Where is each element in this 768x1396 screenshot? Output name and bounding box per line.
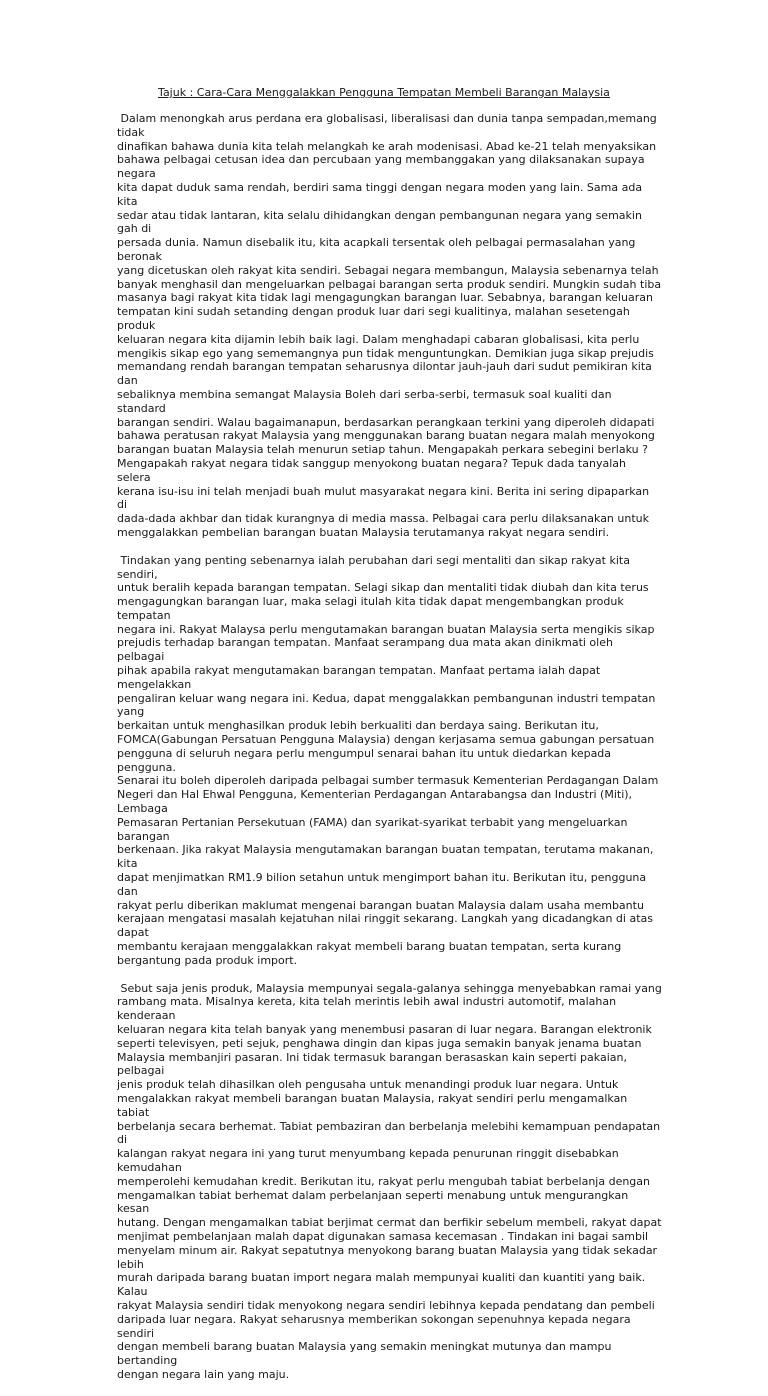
- document-title: Tajuk : Cara-Cara Menggalakkan Pengguna Tempatan Membeli Barangan Malaysia: [158, 86, 610, 99]
- paragraph-3: Sebut saja jenis produk, Malaysia mempunyai segala-galanya sehingga menyebabkan ramai yang rambang mata. Misalnya kereta, kita telah merintis lebih awal industri automotif, malahan kenderaan keluaran negara kita telah banyak yang menembusi pasaran di luar negara. Barangan elektronik seperti televisyen, peti sejuk, penghawa dingin dan kipas juga semakin banyak jenama buatan Malaysia membanjiri pasaran. Ini tidak termasuk barangan berasaskan kain seperti pakaian, pelbagai jenis produk telah dihasilkan oleh pengusaha untuk menandingi produk luar negara. Untuk mengalakkan rakyat membeli barangan buatan Malaysia, rakyat sendiri perlu mengamalkan tabiat berbelanja secara berhemat. Tabiat pembaziran dan berbelanja melebihi kemampuan pendapatan di kalangan rakyat negara ini yang turut menyumbang kepada penurunan ringgit disebabkan kemudahan memperolehi kemudahan kredit. Berikutan itu, rakyat perlu mengubah tabiat berbelanja dengan mengamalkan tabiat berhemat dalam perbelanjaan seperti menabung untuk mengurangkan kesan hutang. Dengan mengamalkan tabiat berjimat cermat dan berfikir sebelum membeli, rakyat dapat menjimat pembelanjaan malah dapat digunakan samasa kecemasan . Tindakan ini bagai sambil menyelam minum air. Rakyat sepatutnya menyokong barang buatan Malaysia yang tidak sekadar lebih murah daripada barang buatan import negara malah mempunyai kualiti dan kuantiti yang baik. Kalau rakyat Malaysia sendiri tidak menyokong negara sendiri lebihnya kepada pendatang dan pembeli daripada luar negara. Rakyat seharusnya memberikan sokongan sepenuhnya kepada negara sendiri dengan membeli barang buatan Malaysia yang semakin meningkat mutunya dan mampu bertanding dengan negara lain yang maju.: [117, 981, 662, 1381]
- document-body: [117, 112, 662, 1396]
- paragraph-2: Tindakan yang penting sebenarnya ialah perubahan dari segi mentaliti dan sikap rakyat kita sendiri, untuk beralih kepada barangan tempatan. Selagi sikap dan mentaliti tidak diubah dan kita terus mengagungkan barangan luar, maka selagi itulah kita tidak dapat mengembangkan produk tempatan negara ini. Rakyat Malaysa perlu mengutamakan barangan buatan Malaysia serta mengikis sikap prejudis terhadap barangan tempatan. Manfaat serampang dua mata akan dinikmati oleh pelbagai pihak apabila rakyat mengutamakan barangan tempatan. Manfaat pertama ialah dapat mengelakkan pengaliran keluar wang negara ini. Kedua, dapat menggalakkan pembangunan industri tempatan yang berkaitan untuk menghasilkan produk lebih berkualiti dan berdaya saing. Berikutan itu, FOMCA(Gabungan Persatuan Pengguna Malaysia) dengan kerjasama semua gabungan persatuan pengguna di seluruh negara perlu mengumpul senarai bahan itu untuk diedarkan kepada pengguna. Senarai itu boleh diperoleh daripada pelbagai sumber termasuk Kementerian Perdagangan Dalam Negeri dan Hal Ehwal Pengguna, Kementerian Perdagangan Antarabangsa dan Industri (Miti), Lembaga Pemasaran Pertanian Persekutuan (FAMA) dan syarikat-syarikat terbabit yang mengeluarkan barangan berkenaan. Jika rakyat Malaysia mengutamakan barangan buatan tempatan, terutama makanan, kita dapat menjimatkan RM1.9 bilion setahun untuk mengimport bahan itu. Berikutan itu, pengguna dan rakyat perlu diberikan maklumat mengenai barangan buatan Malaysia dalam usaha membantu kerajaan mengatasi masalah kejatuhan nilai ringgit sekarang. Langkah yang dicadangkan di atas dapat membantu kerajaan menggalakkan rakyat membeli barang buatan tempatan, serta kurang bergantung pada produk import.: [117, 553, 659, 967]
- paragraph-1: Dalam menongkah arus perdana era globalisasi, liberalisasi dan dunia tanpa sempadan,memang tidak dinafikan bahawa dunia kita telah melangkah ke arah modenisasi. Abad ke-21 telah menyaksikan bahawa pelbagai cetusan idea dan percubaan yang membanggakan yang dilaksanakan supaya negara kita dapat duduk sama rendah, berdiri sama tinggi dengan negara moden yang lain. Sama ada kita sedar atau tidak lantaran, kita selalu dihidangkan dengan pembangunan negara yang semakin gah di persada dunia. Namun disebalik itu, kita acapkali tersentak oleh pelbagai permasalahan yang beronak yang dicetuskan oleh rakyat kita sendiri. Sebagai negara membangun, Malaysia sebenarnya telah banyak menghasil dan mengeluarkan pelbagai barangan serta produk sendiri. Mungkin sudah tiba masanya bagi rakyat kita tidak lagi mengagungkan barangan luar. Sebabnya, barangan keluaran tempatan kini sudah setanding dengan produk luar dari segi kualitinya, malahan sesetengah produk keluaran negara kita dijamin lebih baik lagi. Dalam menghadapi cabaran globalisasi, kita perlu mengikis sikap ego yang sememangnya pun tidak menguntungkan. Demikian juga sikap prejudis memandang rendah barangan tempatan seharusnya dilontar jauh-jauh dari sudut pemikiran kita dan sebaliknya membina semangat Malaysia Boleh dari serba-serbi, termasuk soal kualiti dan standard barangan sendiri. Walau bagaimanapun, berdasarkan perangkaan terkini yang diperoleh didapati bahawa peratusan rakyat Malaysia yang menggunakan barang buatan negara malah menyokong barangan buatan Malaysia telah menurun setiap tahun. Mengapakah perkara sebegini berlaku ? Mengapakah rakyat negara tidak sanggup menyokong buatan negara? Tepuk dada tanyalah selera kerana isu-isu ini telah menjadi buah mulut masyarakat negara kini. Berita ini sering dipaparkan di dada-dada akhbar dan tidak kurangnya di media massa. Pelbagai cara perlu dilaksanakan untuk menggalakkan pembelian barangan buatan Malaysia terutamanya rakyat negara sendiri.: [117, 112, 662, 539]
